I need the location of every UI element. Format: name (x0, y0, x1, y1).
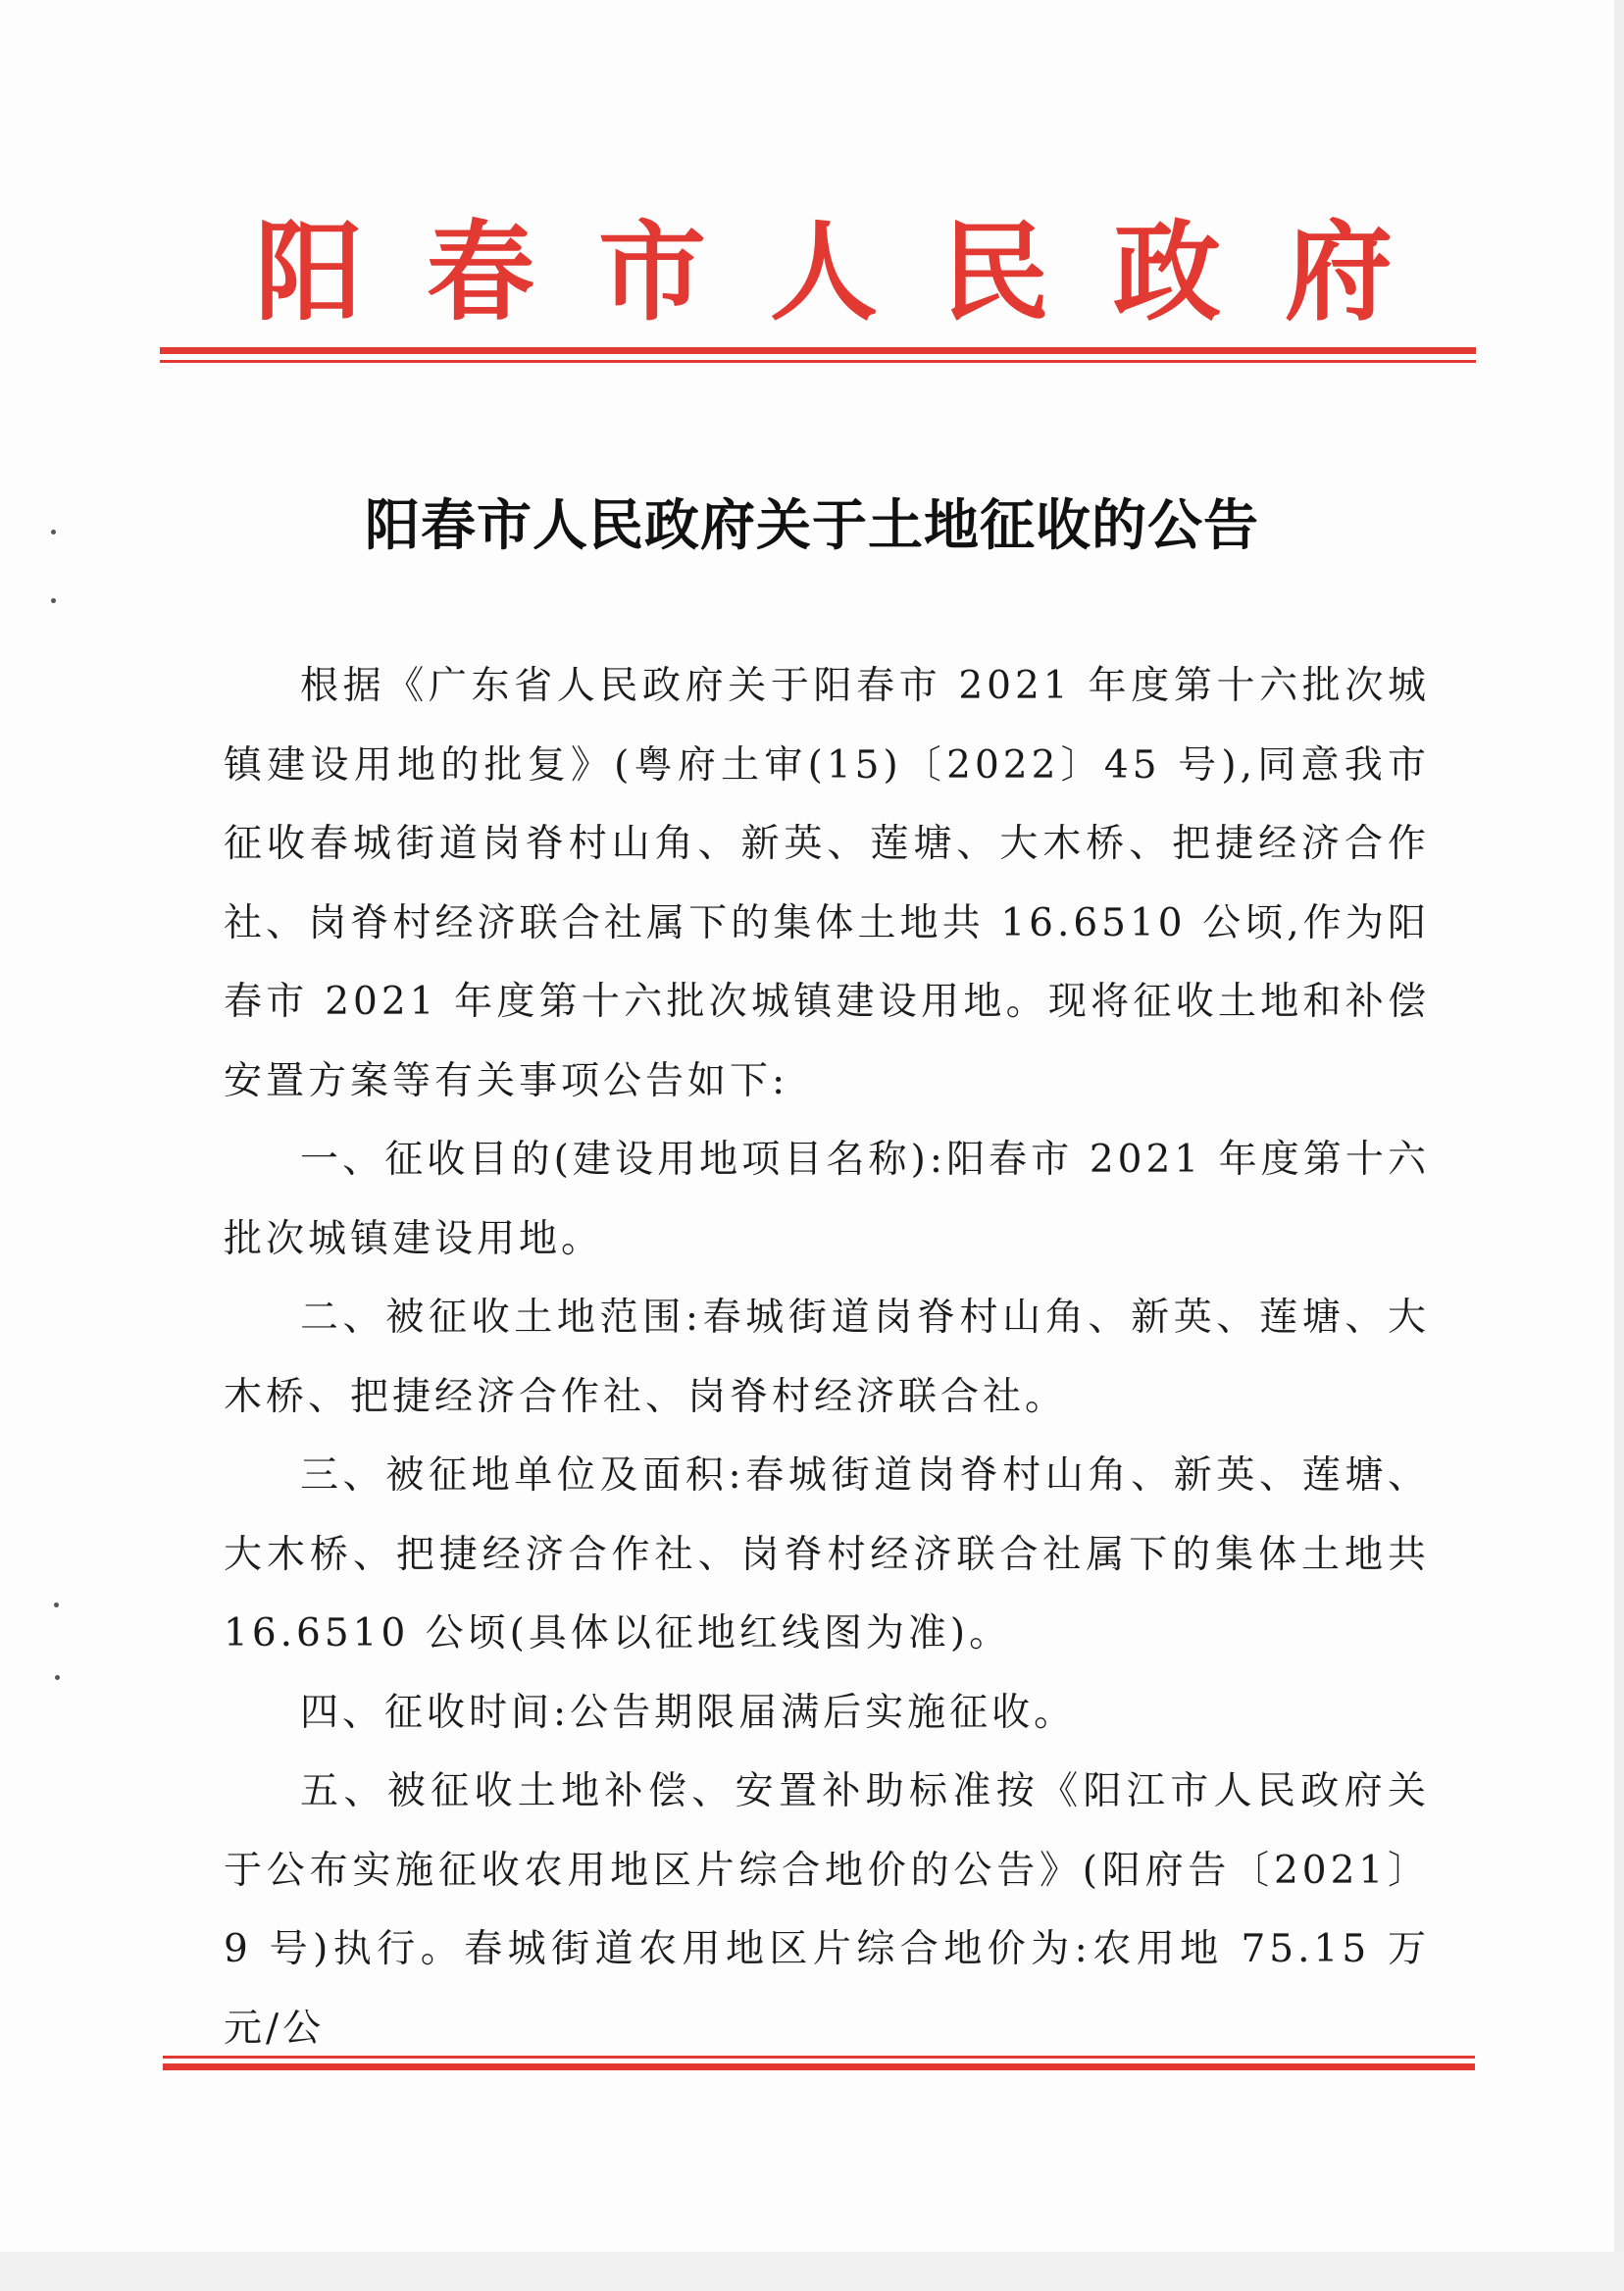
letterhead-char: 民 (941, 209, 1049, 335)
letterhead-char: 人 (770, 209, 878, 335)
letterhead-char: 市 (598, 209, 706, 335)
document-title: 阳春市人民政府关于土地征收的公告 (365, 493, 1259, 558)
document-body (224, 647, 1430, 2068)
paragraph-item-2: 二、被征收土地范围:春城街道岗脊村山角、新英、莲塘、大木桥、把捷经济合作社、岗脊村经济联合社。 (224, 1296, 1430, 1419)
scan-edge-right (1614, 0, 1624, 2291)
scan-speck (51, 530, 56, 535)
letterhead-char: 政 (1113, 209, 1221, 335)
paragraph-item-4: 四、征收时间:公告期限届满后实施征收。 (300, 1690, 1077, 1735)
letterhead-rule-thin (160, 360, 1476, 363)
scan-speck (51, 598, 56, 603)
footer-rule-thin (163, 2056, 1475, 2059)
paragraph-preamble: 根据《广东省人民政府关于阳春市 2021 年度第十六批次城镇建设用地的批复》(粤府土审(15)〔2022〕45 号),同意我市征收春城街道岗脊村山角、新英、莲塘、大木桥、把捷经济合作社、岗脊村经济联合社属下的集体土地共 16.6510 公顷,作为阳春市 2021 年度第十六批次城镇建设用地。现将征收土地和补偿安置方案等有关事项公告如下: (224, 664, 1430, 1103)
letterhead-char: 府 (1285, 209, 1393, 335)
paragraph-item-1: 一、征收目的(建设用地项目名称):阳春市 2021 年度第十六批次城镇建设用地。 (224, 1138, 1430, 1261)
letterhead-char: 春 (427, 209, 534, 335)
paragraph-item-5: 五、被征收土地补偿、安置补助标准按《阳江市人民政府关于公布实施征收农用地区片综合地价的公告》(阳府告〔2021〕9 号)执行。春城街道农用地区片综合地价为:农用地 75.15 万元/公 (224, 1769, 1430, 2051)
letterhead-rule-thick (160, 347, 1476, 354)
paragraph-item-3: 三、被征地单位及面积:春城街道岗脊村山角、新英、莲塘、大木桥、把捷经济合作社、岗脊村经济联合社属下的集体土地共 16.6510 公顷(具体以征地红线图为准)。 (224, 1453, 1430, 1655)
scan-edge-bottom (0, 2252, 1624, 2291)
scan-speck (54, 1603, 59, 1607)
scan-speck (55, 1675, 60, 1680)
letterhead-char: 阳 (255, 209, 363, 335)
footer-rule-thick (163, 2063, 1475, 2070)
letterhead-issuer (255, 209, 1393, 335)
